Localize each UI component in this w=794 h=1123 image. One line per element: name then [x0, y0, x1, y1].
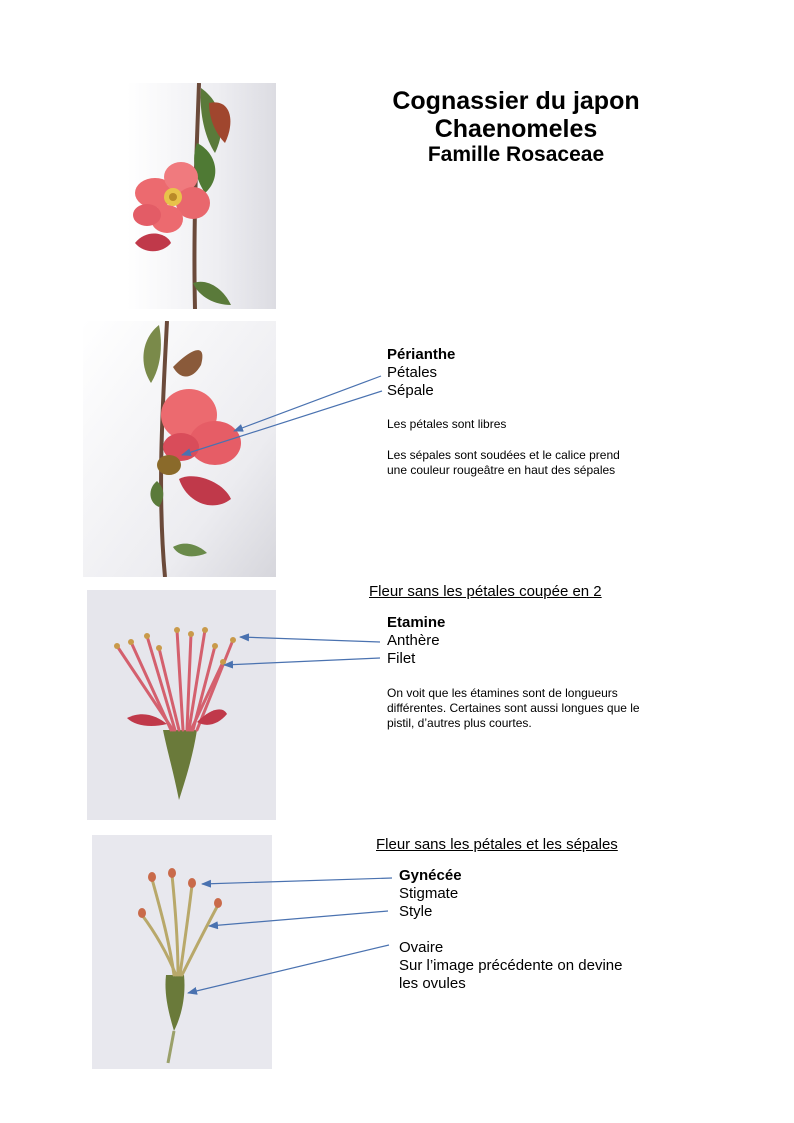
- gynoecium-labels: [399, 867, 462, 921]
- arrow-ovaire: [188, 945, 389, 993]
- label-stigmate: Stigmate: [399, 885, 459, 902]
- perianth-heading: Périanthe: [387, 346, 456, 363]
- note-sepales: [387, 448, 620, 478]
- label-ovaire: Ovaire: [399, 939, 444, 956]
- label-sepale: Sépale: [387, 382, 434, 399]
- note-sepales-line1: Les sépales sont soudées et le calice prend: [387, 448, 620, 462]
- label-petales: Pétales: [387, 364, 438, 381]
- caption-stamens: Fleur sans les pétales coupée en 2: [369, 583, 602, 600]
- arrow-anthere: [240, 637, 380, 642]
- title-family: Famille Rosaceae: [427, 143, 605, 166]
- label-anthere: Anthère: [387, 632, 440, 649]
- title-genus: Chaenomeles: [434, 115, 598, 143]
- ovaire-note-line2: Sur l’image précédente on devine: [399, 957, 623, 974]
- note-stamens-line2: différentes. Certaines sont aussi longues que le: [387, 701, 640, 715]
- arrow-stigmate: [202, 878, 392, 884]
- gynoecium-heading: Gynécée: [399, 867, 462, 884]
- title-common-name: Cognassier du japon: [392, 87, 640, 115]
- note-stamens: [387, 686, 640, 731]
- label-filet: Filet: [387, 650, 416, 667]
- perianth-labels: [387, 346, 455, 400]
- arrow-petales: [234, 376, 381, 431]
- label-style: Style: [399, 903, 433, 920]
- note-stamens-line1: On voit que les étamines sont de longueurs: [387, 686, 618, 700]
- ovaire-note-line3: les ovules: [399, 975, 466, 992]
- note-stamens-line3: pistil, d’autres plus courtes.: [387, 716, 532, 730]
- ovaire-block: [399, 939, 622, 993]
- arrow-sepale: [182, 391, 382, 455]
- caption-gynoecium: Fleur sans les pétales et les sépales: [376, 836, 618, 853]
- arrow-style: [209, 911, 388, 926]
- stamen-labels: [387, 614, 445, 668]
- note-petales-libres: Les pétales sont libres: [387, 417, 507, 431]
- arrow-filet: [224, 658, 380, 665]
- stamen-heading: Etamine: [387, 614, 446, 631]
- note-sepales-line2: une couleur rougeâtre en haut des sépales: [387, 463, 616, 477]
